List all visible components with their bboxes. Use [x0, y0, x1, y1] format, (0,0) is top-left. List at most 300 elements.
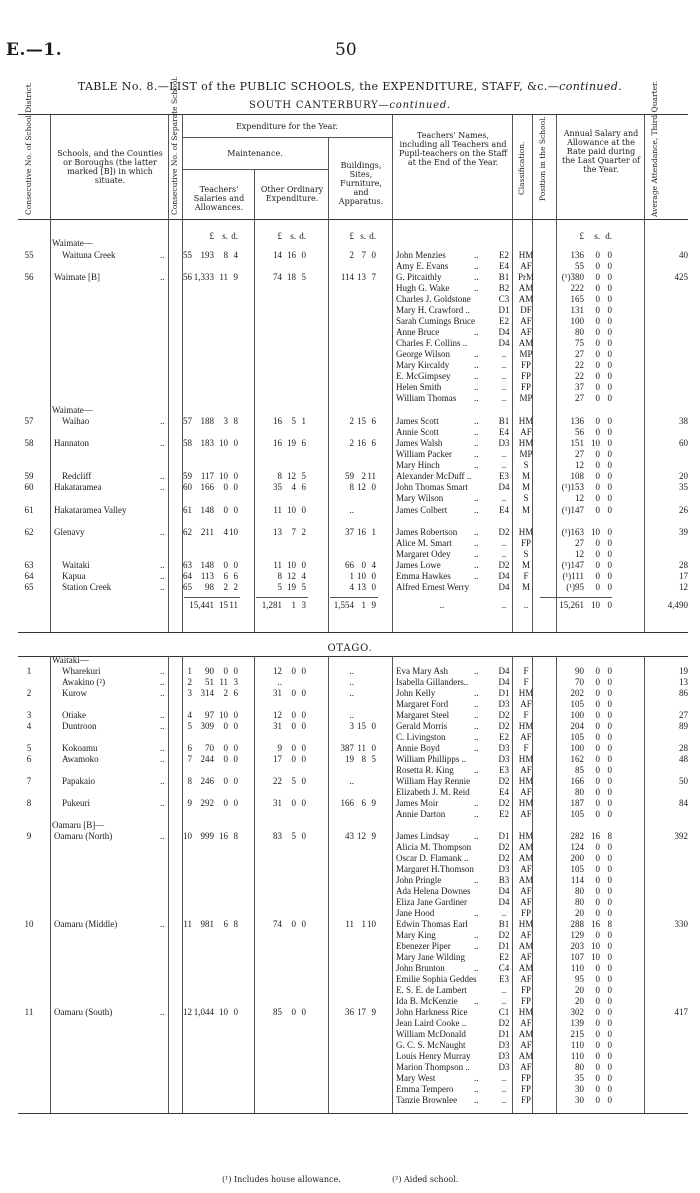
district-number: 7 [26, 776, 32, 786]
buildings: 0 [361, 560, 366, 570]
teachers-salary: 0 [223, 721, 228, 731]
annual-salary: 95 [575, 974, 584, 984]
position: AF [520, 864, 532, 874]
buildings: 3 [349, 721, 354, 731]
position: AF [520, 316, 532, 326]
attendance: 392 [674, 831, 688, 841]
region-heading-south-canterbury [0, 100, 700, 111]
teacher-name: Annie Boyd [396, 743, 440, 753]
annual-salary: 0 [595, 305, 600, 315]
position: MP [519, 393, 533, 403]
classification: D2 [498, 710, 510, 720]
separate-number: 4 [187, 710, 192, 720]
classification: D2 [498, 798, 510, 808]
separate-number: 62 [183, 527, 192, 537]
other-expenditure: 0 [291, 710, 296, 720]
classification: E4 [499, 505, 509, 515]
position: HM [518, 754, 534, 764]
teacher-name: Tanzie Brownlee [396, 1095, 458, 1105]
annual-salary: 204 [570, 721, 584, 731]
other-expenditure: 0 [301, 798, 306, 808]
school-name: Wharekuri [62, 666, 101, 676]
classification: D1 [498, 305, 510, 315]
school-name: Awamoko [62, 754, 99, 764]
annual-salary: 0 [595, 294, 600, 304]
teachers-salary: 188 [200, 416, 214, 426]
region-continued: continued. [389, 100, 452, 111]
column-rule [254, 656, 255, 1113]
leader-dots: .. [474, 699, 479, 709]
annual-salary: 0 [595, 272, 600, 282]
separate-number: 7 [187, 754, 192, 764]
leader-dots: .. [474, 371, 479, 381]
column-rule [328, 656, 329, 1113]
other-expenditure: 18 [287, 272, 296, 282]
other-expenditure: 2 [301, 527, 306, 537]
teachers-salary: 0 [223, 743, 228, 753]
leader-dots: .. [160, 721, 165, 731]
position: HM [518, 721, 534, 731]
position: AM [518, 941, 534, 951]
leader-dots: .. [160, 560, 165, 570]
teachers-salary: 10 [229, 527, 238, 537]
teachers-salary: 6 [233, 571, 238, 581]
leader-dots: .. [160, 776, 165, 786]
district-number: 61 [24, 505, 34, 515]
buildings: .. [349, 505, 354, 515]
district-number: 2 [26, 688, 32, 698]
other-expenditure: 83 [273, 831, 282, 841]
annual-salary: 0 [595, 250, 600, 260]
classification: .. [501, 371, 507, 381]
buildings: 8 [361, 754, 366, 764]
teachers-salary: 2 [233, 582, 238, 592]
annual-salary: 136 [570, 250, 584, 260]
buildings: 6 [371, 438, 376, 448]
leader-dots: .. [160, 438, 165, 448]
separate-number: 8 [187, 776, 192, 786]
table-title-main: TABLE No. 8.—LIST of the PUBLIC SCHOOLS, the EXPENDITURE, STAFF, &c.— [77, 80, 560, 93]
annual-salary: 0 [595, 875, 600, 885]
annual-salary: 0 [607, 1007, 612, 1017]
annual-salary: 105 [570, 809, 584, 819]
region-heading-otago: OTAGO. [327, 643, 373, 654]
position: AF [520, 765, 532, 775]
teacher-name: Mary West [396, 1073, 436, 1083]
annual-salary: 0 [595, 974, 600, 984]
currency-pence: d. [605, 231, 612, 241]
annual-salary: 0 [595, 582, 600, 592]
teacher-name: Margaret Steel [396, 710, 450, 720]
position: AF [520, 787, 532, 797]
annual-salary: 10 [591, 952, 600, 962]
separate-number: 11 [183, 919, 192, 929]
position: FP [520, 538, 531, 548]
leader-dots: .. [160, 754, 165, 764]
position: F [523, 666, 529, 676]
school-name: Oamaru (North) [54, 831, 113, 841]
header-buildings: Buildings, Sites, Furniture, and Apparatus. [338, 161, 384, 206]
annual-salary: 0 [607, 438, 612, 448]
annual-salary: 302 [570, 1007, 584, 1017]
school-name: Oamaru (Middle) [54, 919, 118, 929]
classification: D2 [498, 527, 510, 537]
annual-salary: 0 [607, 1018, 612, 1028]
teachers-salary: 11 [219, 272, 228, 282]
other-expenditure: 17 [273, 754, 282, 764]
other-expenditure: 4 [301, 571, 306, 581]
buildings: 4 [371, 560, 376, 570]
leader-dots: .. [474, 393, 479, 403]
position: HM [518, 919, 534, 929]
position: AM [518, 338, 534, 348]
annual-salary: 0 [607, 677, 612, 687]
classification: E3 [499, 974, 509, 984]
buildings: 4 [349, 582, 354, 592]
school-name: Pukeuri [62, 798, 90, 808]
position: MP [519, 349, 533, 359]
annual-salary: 0 [595, 283, 600, 293]
teacher-name: Alexander McDuff .. [396, 471, 472, 481]
teacher-name: Emma Tempero [396, 1084, 454, 1094]
position: HM [518, 1007, 534, 1017]
leader-dots: .. [474, 438, 479, 448]
annual-salary: 75 [575, 338, 584, 348]
school-name: Station Creek [62, 582, 112, 592]
teacher-name: Mary Kircaldy [396, 360, 450, 370]
annual-salary: 12 [575, 493, 584, 503]
annual-salary: 0 [607, 250, 612, 260]
leader-dots: .. [160, 688, 165, 698]
header-schools: Schools, and the Counties or Boroughs (the latter marked [B]) in which situate. [57, 149, 163, 185]
annual-salary: 0 [607, 743, 612, 753]
currency-pound: £ [349, 231, 354, 241]
teacher-name: James Lowe [396, 560, 441, 570]
teachers-salary: 97 [205, 710, 214, 720]
teachers-salary: 15,441 [189, 600, 214, 610]
school-name: Hakataramea Valley [54, 505, 127, 515]
teacher-name: John Menzies [396, 250, 446, 260]
position: HM [518, 831, 534, 841]
classification: E4 [499, 261, 509, 271]
leader-dots: .. [160, 798, 165, 808]
district-number: 1 [26, 666, 32, 676]
position: AM [518, 963, 534, 973]
leader-dots: .. [474, 549, 479, 559]
leader-dots: .. [474, 416, 479, 426]
other-expenditure: 11 [273, 505, 282, 515]
attendance: 27 [679, 710, 688, 720]
classification: D4 [498, 482, 510, 492]
classification: C4 [498, 963, 510, 973]
header-attendance: Average Attendance, Third Quarter. [650, 80, 659, 217]
leader-dots: .. [160, 582, 165, 592]
separate-number: 58 [183, 438, 192, 448]
annual-salary: 0 [607, 710, 612, 720]
annual-salary: 110 [570, 1051, 584, 1061]
leader-dots: .. [160, 482, 165, 492]
annual-salary: 0 [595, 930, 600, 940]
classification: D2 [498, 930, 510, 940]
annual-salary: 20 [575, 908, 584, 918]
annual-salary: 0 [607, 338, 612, 348]
attendance: 84 [679, 798, 688, 808]
teachers-salary: 148 [200, 505, 214, 515]
teacher-name: John Kelly [396, 688, 436, 698]
annual-salary: 35 [575, 1073, 584, 1083]
teachers-salary: 0 [223, 798, 228, 808]
buildings: 1 [349, 571, 354, 581]
school-name: Papakaio [62, 776, 95, 786]
annual-salary: 0 [595, 996, 600, 1006]
classification: B1 [498, 272, 510, 282]
leader-dots: .. [160, 1007, 165, 1017]
school-name: Waihao [62, 416, 90, 426]
teachers-salary: 246 [200, 776, 214, 786]
other-expenditure: 0 [291, 688, 296, 698]
other-expenditure: 31 [273, 688, 282, 698]
separate-number: 60 [183, 482, 192, 492]
teacher-name: Alfred Ernest Werry [396, 582, 470, 592]
buildings: 0 [371, 743, 376, 753]
annual-salary: 0 [607, 666, 612, 676]
annual-salary: 0 [607, 1029, 612, 1039]
other-expenditure: 85 [273, 1007, 282, 1017]
teacher-name: E. S. E. de Lambert [396, 985, 467, 995]
teachers-salary: 0 [233, 471, 238, 481]
other-expenditure: 0 [291, 919, 296, 929]
school-name: Waituna Creek [62, 250, 116, 260]
separate-number: 3 [187, 688, 192, 698]
total-rule [184, 597, 240, 598]
leader-dots: .. [474, 261, 479, 271]
classification: E2 [499, 952, 509, 962]
teachers-salary: 2 [223, 582, 228, 592]
position: AM [518, 875, 534, 885]
annual-salary: 0 [595, 1084, 600, 1094]
annual-salary: 0 [607, 996, 612, 1006]
separate-number: 56 [183, 272, 192, 282]
leader-dots: .. [474, 505, 479, 515]
annual-salary: 0 [595, 1007, 600, 1017]
annual-salary: 55 [575, 261, 584, 271]
column-rule [328, 218, 329, 632]
classification: D4 [498, 677, 510, 687]
annual-salary: 0 [595, 571, 600, 581]
column-rule [50, 218, 51, 632]
position: AF [520, 809, 532, 819]
annual-salary: 0 [607, 908, 612, 918]
teacher-name: Margaret Ford [396, 699, 449, 709]
leader-dots: .. [474, 427, 479, 437]
annual-salary: 0 [607, 571, 612, 581]
classification: .. [501, 1073, 507, 1083]
classification: .. [501, 493, 507, 503]
attendance: 19 [679, 666, 688, 676]
teacher-name: Jane Hood [396, 908, 435, 918]
buildings: 7 [371, 272, 376, 282]
buildings: 9 [371, 831, 376, 841]
annual-salary: 136 [570, 416, 584, 426]
school-name: Glenavy [54, 527, 85, 537]
annual-salary: 0 [607, 427, 612, 437]
currency-shilling: s. [290, 231, 296, 241]
annual-salary: 0 [595, 427, 600, 437]
annual-salary: 20 [575, 996, 584, 1006]
classification: D2 [498, 721, 510, 731]
other-expenditure: 5 [277, 582, 282, 592]
annual-salary: 0 [607, 809, 612, 819]
classification: .. [501, 538, 507, 548]
district-number: 9 [26, 831, 32, 841]
other-expenditure: 5 [301, 471, 306, 481]
currency-pence: d. [299, 231, 306, 241]
annual-salary: 0 [595, 482, 600, 492]
other-expenditure: 4 [291, 482, 296, 492]
annual-salary: 0 [595, 754, 600, 764]
position: F [523, 743, 529, 753]
buildings: 11 [357, 743, 366, 753]
leader-dots: .. [474, 930, 479, 940]
annual-salary: 80 [575, 787, 584, 797]
position: AF [520, 974, 532, 984]
annual-salary: 0 [595, 416, 600, 426]
school-name: Awakino (²) [62, 677, 106, 687]
annual-salary: 0 [607, 482, 612, 492]
position: AM [518, 853, 534, 863]
buildings: 114 [340, 272, 354, 282]
annual-salary: 85 [575, 765, 584, 775]
classification: .. [501, 985, 507, 995]
buildings: 6 [371, 416, 376, 426]
buildings: 10 [367, 919, 376, 929]
other-expenditure: 0 [291, 666, 296, 676]
annual-salary: 0 [607, 754, 612, 764]
buildings: 16 [357, 527, 366, 537]
annual-salary: 0 [595, 471, 600, 481]
attendance: 13 [679, 677, 688, 687]
annual-salary: 0 [607, 360, 612, 370]
annual-salary: 0 [595, 1029, 600, 1039]
total-rule [256, 597, 308, 598]
buildings: 5 [371, 754, 376, 764]
classification: B3 [498, 875, 510, 885]
leader-dots: .. [474, 732, 479, 742]
annual-salary: 0 [607, 471, 612, 481]
annual-salary: (¹)147 [561, 560, 584, 570]
annual-salary: 10 [591, 438, 600, 448]
classification: C1 [498, 1007, 510, 1017]
teachers-salary: 0 [233, 1007, 238, 1017]
classification: E3 [499, 471, 509, 481]
attendance: 26 [679, 505, 688, 515]
leader-dots: .. [474, 743, 479, 753]
district-number: 3 [26, 710, 32, 720]
position: AM [518, 1051, 534, 1061]
classification: .. [501, 382, 507, 392]
teachers-salary: 0 [233, 721, 238, 731]
position: AF [520, 732, 532, 742]
attendance: 425 [674, 272, 688, 282]
teacher-name: John Pringle [396, 875, 442, 885]
attendance: 28 [679, 743, 688, 753]
teachers-salary: 1,333 [193, 272, 214, 282]
position: AM [518, 842, 534, 852]
teachers-salary: 0 [223, 754, 228, 764]
annual-salary: 108 [570, 471, 584, 481]
classification: D4 [498, 571, 510, 581]
teacher-name: Mary Wilson [396, 493, 444, 503]
teacher-name: Mary Jane Wilding [396, 952, 465, 962]
annual-salary: 0 [595, 505, 600, 515]
header-consecutive-district: Consecutive No. of School District. [24, 81, 33, 215]
annual-salary: 27 [575, 538, 584, 548]
buildings: .. [349, 776, 354, 786]
leader-dots: .. [160, 743, 165, 753]
district-number: 4 [26, 721, 32, 731]
teacher-name: Charles F. Collins .. [396, 338, 468, 348]
buildings: 0 [371, 482, 376, 492]
school-name: Hannaton [54, 438, 89, 448]
annual-salary: 0 [595, 460, 600, 470]
buildings: 2 [349, 250, 354, 260]
teacher-name: Eva Mary Ash [396, 666, 448, 676]
leader-dots: .. [160, 571, 165, 581]
annual-salary: 0 [607, 600, 612, 610]
other-expenditure: 0 [291, 743, 296, 753]
position: AF [520, 699, 532, 709]
annual-salary: 27 [575, 349, 584, 359]
other-expenditure: 35 [273, 482, 282, 492]
currency-pence: d. [231, 231, 238, 241]
buildings: 66 [345, 560, 354, 570]
annual-salary: 0 [607, 1084, 612, 1094]
teachers-salary: 51 [205, 677, 214, 687]
other-expenditure: 1 [301, 416, 306, 426]
attendance: 48 [679, 754, 688, 764]
classification: .. [501, 349, 507, 359]
county-label: Waimate— [52, 238, 93, 248]
other-expenditure: 5 [291, 416, 296, 426]
teachers-salary: 4 [233, 250, 238, 260]
annual-salary: (¹)147 [561, 505, 584, 515]
annual-salary: 0 [595, 908, 600, 918]
district-number: 11 [24, 1007, 34, 1017]
district-number: 56 [24, 272, 34, 282]
annual-salary: 0 [595, 360, 600, 370]
position: FP [520, 996, 531, 1006]
buildings: 11 [345, 919, 354, 929]
annual-salary: 0 [595, 985, 600, 995]
other-expenditure: 16 [273, 438, 282, 448]
annual-salary: 0 [595, 261, 600, 271]
annual-salary: 0 [607, 449, 612, 459]
annual-salary: 131 [570, 305, 584, 315]
annual-salary: 70 [575, 677, 584, 687]
position: F [523, 571, 529, 581]
teachers-salary: 9 [233, 272, 238, 282]
annual-salary: 0 [607, 1040, 612, 1050]
position: AF [520, 930, 532, 940]
buildings: 2 [349, 438, 354, 448]
classification: E2 [499, 316, 509, 326]
annual-salary: 0 [607, 963, 612, 973]
annual-salary: 202 [570, 688, 584, 698]
other-expenditure: 0 [301, 754, 306, 764]
other-expenditure: 16 [273, 416, 282, 426]
annual-salary: 200 [570, 853, 584, 863]
classification: B1 [498, 416, 510, 426]
